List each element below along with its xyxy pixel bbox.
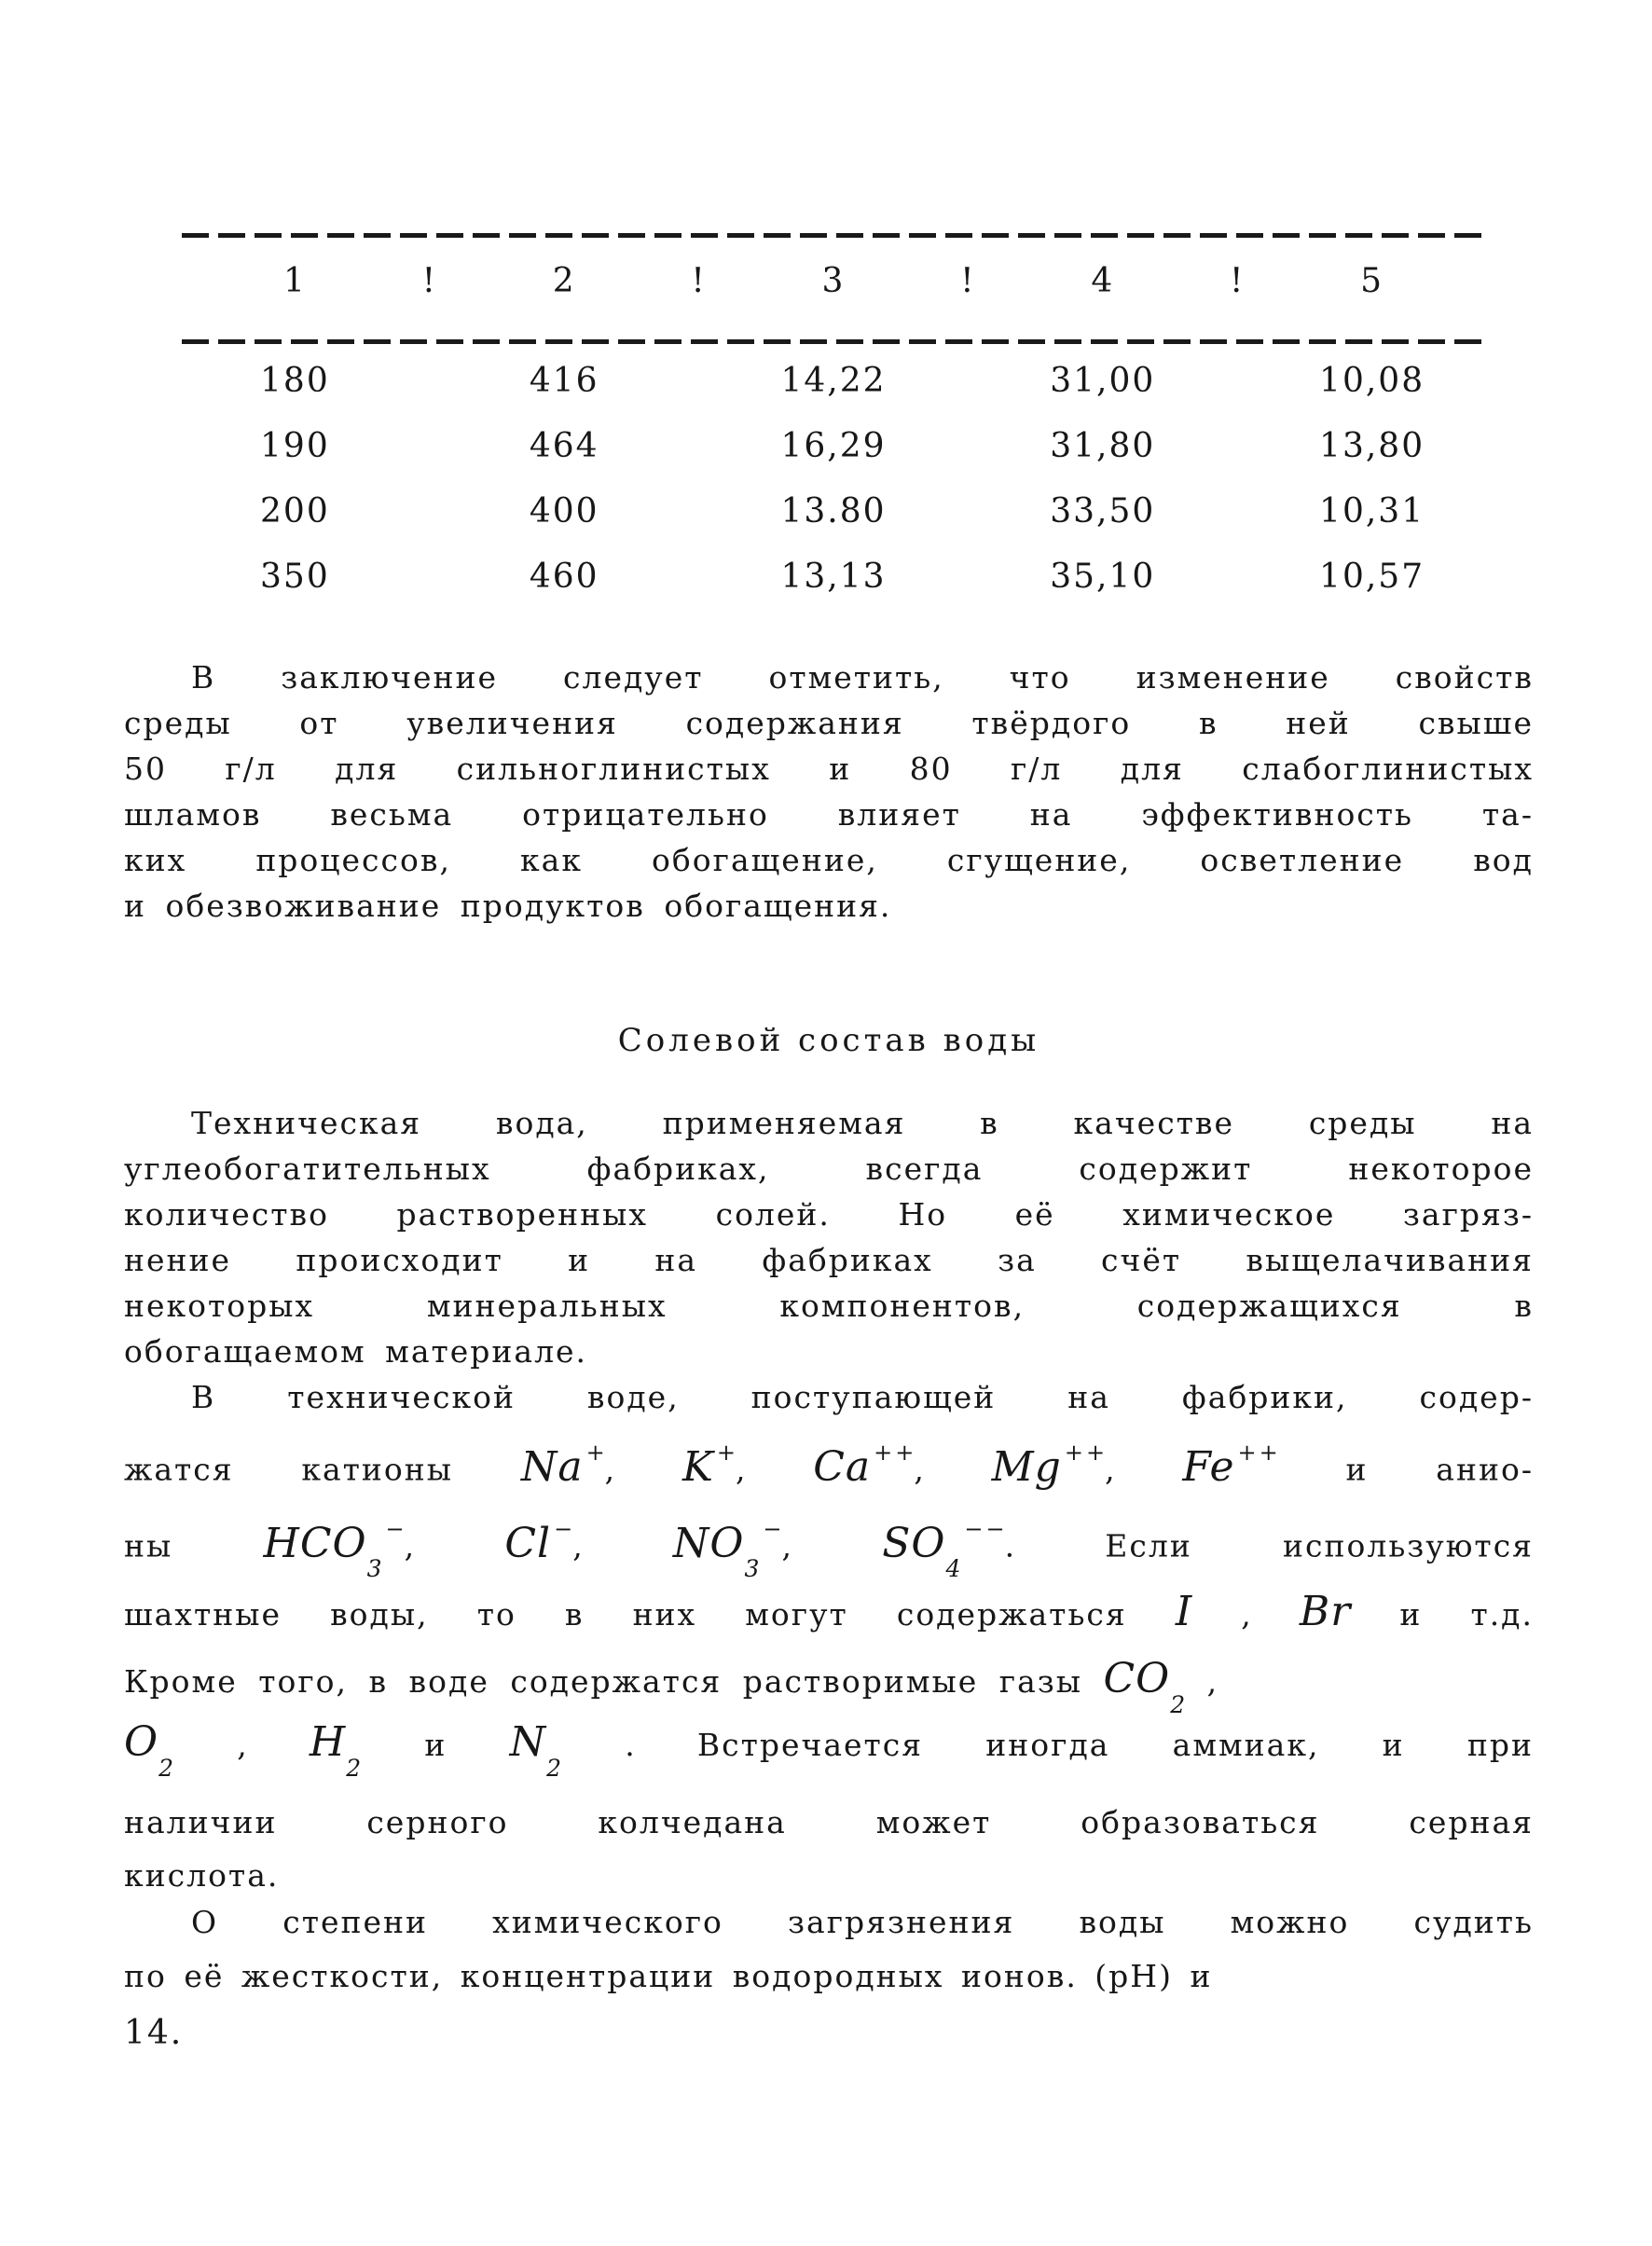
gases-prefix: Кроме того, в воде содержатся растворимые газы xyxy=(124,1663,1083,1700)
table-cell: 190 xyxy=(260,427,330,465)
table-cell: 10,57 xyxy=(1319,558,1425,596)
table-cell: 16,29 xyxy=(780,427,887,465)
table-cell: 13,13 xyxy=(780,558,887,596)
cations-suffix: и анио- xyxy=(1345,1451,1534,1488)
table-header-cell: 5 xyxy=(1360,262,1384,300)
table-cell: 13,80 xyxy=(1319,427,1425,465)
table-cell: 31,00 xyxy=(1050,362,1156,400)
paragraph-conclusion-line: 50 г/л для сильноглинистых и 80 г/л для слабоглинистых xyxy=(124,751,1534,787)
comma: , xyxy=(735,1451,746,1488)
comma: , xyxy=(237,1727,247,1763)
paragraph-intro-line: углеобогатительных фабриках, всегда содержит некоторое xyxy=(124,1151,1534,1187)
table-cell: 33,50 xyxy=(1050,492,1156,530)
table-header-cell: 4 xyxy=(1091,262,1115,300)
paragraph-conclusion-line: и обезвоживание продуктов обогащения. xyxy=(124,888,892,924)
formula-mg-cation: Mg ++ xyxy=(991,1440,1108,1491)
table-row xyxy=(182,492,1485,530)
period: . xyxy=(1004,1527,1015,1564)
paragraph-ions-mine-line xyxy=(124,1589,1534,1637)
table-row xyxy=(182,362,1485,400)
table-header-separator: ! xyxy=(960,262,976,300)
table-cell: 35,10 xyxy=(1050,558,1156,596)
paragraph-ions-line: В технической воде, поступающей на фабрики, содер- xyxy=(191,1379,1534,1415)
table-header-separator: ! xyxy=(421,262,438,300)
comma: , xyxy=(1206,1663,1218,1700)
formula-n2: $N_2$ xyxy=(509,1718,562,1782)
mine-suffix: и т.д. xyxy=(1399,1596,1534,1633)
table-header-row xyxy=(182,262,1485,300)
table-cell: 31,80 xyxy=(1050,427,1156,465)
paragraph-gases-line xyxy=(124,1656,1534,1716)
formula-cl-anion: Cl − xyxy=(504,1516,576,1567)
table-cell: 10,08 xyxy=(1319,362,1425,400)
anions-prefix: ны xyxy=(124,1527,173,1564)
paragraph-conclusion-line: шламов весьма отрицательно влияет на эффективность та- xyxy=(124,796,1534,833)
table-cell: 180 xyxy=(260,362,330,400)
table-cell: 14,22 xyxy=(780,362,887,400)
paragraph-final-line: О степени химического загрязнения воды можно судить xyxy=(191,1904,1534,1940)
paragraph-conclusion-line: В заключение следует отметить, что изменение свойств xyxy=(191,659,1534,696)
paragraph-intro-line: Техническая вода, применяемая в качестве среды на xyxy=(191,1105,1534,1141)
paragraph-intro-line: некоторых минеральных компонентов, содержащихся в xyxy=(124,1288,1534,1324)
formula-so4-anion: $SO_4^{--}$ xyxy=(882,1516,1008,1583)
paragraph-ions-cations-line xyxy=(124,1436,1534,1493)
table-row xyxy=(182,558,1485,596)
table-header-cell: 2 xyxy=(552,262,576,300)
page-number: 14. xyxy=(124,2014,184,2052)
comma: , xyxy=(404,1527,415,1564)
paragraph-gases-line xyxy=(124,1719,1534,1780)
formula-fe-cation: Fe ++ xyxy=(1182,1440,1281,1491)
paragraph-intro-line: нение происходит и на фабриках за счёт выщелачивания xyxy=(124,1242,1534,1278)
conjunction: и xyxy=(424,1727,447,1763)
formula-na-cation: Na + xyxy=(520,1440,608,1491)
table-header-separator: ! xyxy=(691,262,707,300)
formula-bromine: Br xyxy=(1299,1588,1352,1635)
table-cell: 460 xyxy=(529,558,599,596)
paragraph-ions-line: наличии серного колчедана может образоваться серная xyxy=(124,1804,1534,1840)
comma: , xyxy=(1241,1596,1251,1633)
table-cell: 350 xyxy=(260,558,330,596)
comma: , xyxy=(914,1451,924,1488)
anions-suffix: Если используются xyxy=(1105,1527,1534,1564)
formula-k-cation: K + xyxy=(681,1440,738,1491)
table-cell: 464 xyxy=(529,427,599,465)
table-header-separator: ! xyxy=(1229,262,1246,300)
formula-hco3-anion: $HCO_3^-$ xyxy=(263,1516,407,1583)
paragraph-final-line: по её жесткости, концентрации водородных ионов. (pH) и xyxy=(124,1958,1213,1994)
table-cell: 13.80 xyxy=(780,492,887,530)
comma: , xyxy=(1105,1451,1115,1488)
comma: , xyxy=(572,1527,583,1564)
section-heading: Солевой состав воды xyxy=(617,1022,1040,1059)
table-row xyxy=(182,427,1485,465)
table-header-cell: 3 xyxy=(821,262,846,300)
table-cell: 10,31 xyxy=(1319,492,1425,530)
paragraph-intro-line: количество растворенных солей. Но её химическое загряз- xyxy=(124,1196,1534,1233)
table-cell: 416 xyxy=(529,362,599,400)
formula-no3-anion: $NO_3^-$ xyxy=(672,1516,785,1583)
formula-iodine: I xyxy=(1175,1588,1193,1635)
paragraph-conclusion-line: среды от увеличения содержания твёрдого в ней свыше xyxy=(124,705,1534,741)
period: . xyxy=(625,1727,635,1763)
paragraph-conclusion-line: ких процессов, как обогащение, сгущение, осветление вод xyxy=(124,842,1534,878)
formula-ca-cation: Ca ++ xyxy=(813,1440,917,1491)
table-dash-top xyxy=(182,233,1485,238)
table-cell: 400 xyxy=(529,492,599,530)
paragraph-ions-line: кислота. xyxy=(124,1857,280,1894)
table-cell: 200 xyxy=(260,492,330,530)
gases-suffix: Встречается иногда аммиак, и при xyxy=(696,1727,1534,1763)
paragraph-intro-line: обогащаемом материале. xyxy=(124,1333,588,1370)
table-dash-middle xyxy=(182,339,1485,344)
paragraph-ions-anions-line xyxy=(124,1512,1534,1583)
comma: , xyxy=(781,1527,792,1564)
comma: , xyxy=(604,1451,615,1488)
formula-co2: $CO_2$ xyxy=(1103,1655,1187,1718)
cations-prefix: жатся катионы xyxy=(124,1451,454,1488)
formula-o2: $O_2$ xyxy=(124,1718,174,1782)
table-header-cell: 1 xyxy=(282,262,307,300)
formula-h2: $H_2$ xyxy=(309,1718,363,1782)
mine-prefix: шахтные воды, то в них могут содержаться xyxy=(124,1596,1127,1633)
